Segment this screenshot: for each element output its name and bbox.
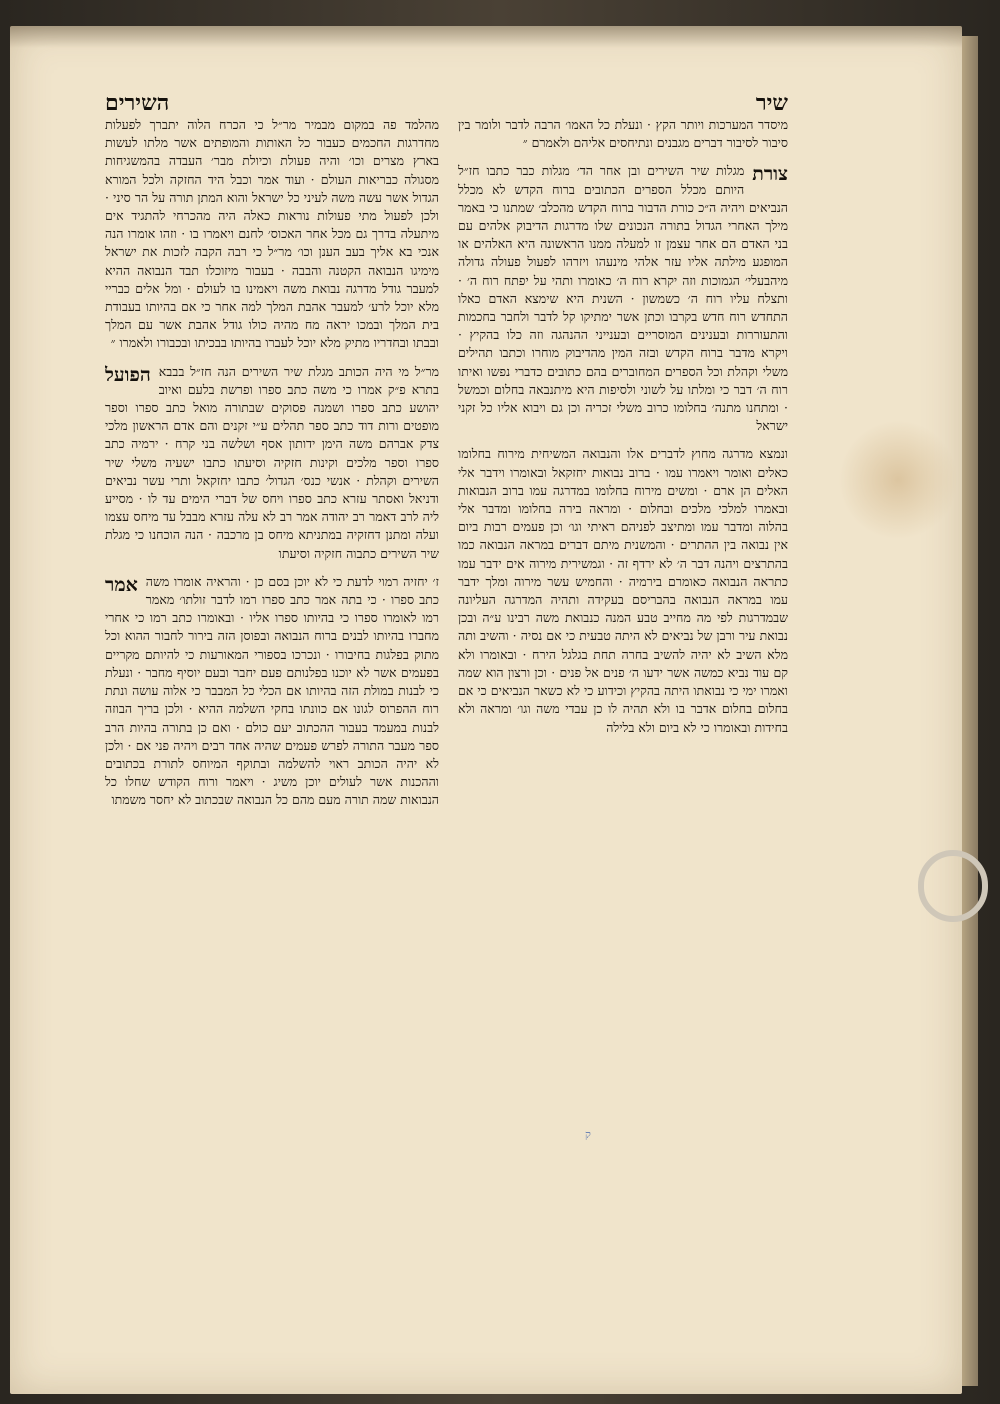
section-head-hapoel: הפועל — [105, 363, 151, 386]
left-column — [105, 90, 439, 1130]
right-paragraph-2: מגלות שיר השירים ובן אחר הד׳ מגלות כבר כתבו חז״ל היותם מכלל הספרים הכתובים ברוח הקדש לא מכלל הנביאים ויהיה ה״כ כורת הדבור ברוח הקדש מהכלב׳ שמתנו כי באמר מילך האחרי הגדול בתורה הנכונים שלו מדרגות הדיבוק אלהים עם בני האדם הם אחר עצמן זו למעלה ממנו הראשונה היא האלהים או המופגע מילתה אליו עזר אלהי מינעהו ויזרהו לפעול פעולה גדולה מיהבעלי׳ הגמוכות וזה יקרא רוח ה׳ כאומרו ותהי על יפתח רוח ה׳ · ותצלח עליו רוח ה׳ כשמשון · השנית היא שימצא האדם כאלו התחדש רוח חדש בקרבו וכתן אשר ימתיקו קל לדבר ולחבר בחכמות והתעוררות ובענינים המוסריים ובענייני ההנהגה וזה כלו בהקיץ · ויקרא מדבר ברוח הקדש ובזה המין מהדיבוק מוחרו וכתבו תהילים משלי וקהלת וכל הספרים המחוברים בהם כתובים כדברי נפשו ואיתו רוח ה׳ דבר כי ומלתו על לשוני ולסיפות היא מיתנבאה בחלום וכמשל · ומתחנו מתנה׳ בחלומו כרוב משלי זכריה וכן גם ויבוא אליו כל זקני ישראל — [458, 163, 788, 434]
left-paragraph-1: מהלמד פה במקום מבמיר מר״ל כי הכרח הלוה יתברך לפעלות מחדרגות החכמים כעבור כל האותות והמופתים אשר מלתו לעשות בארץ מצרים וכו׳ והיה פעולת וכיולת מבר׳ העבדה בהמשגיחות מסגולה כבריאות העולם · ועוד אמר וכבל היד החזקה ולכל המורא הגדול אשר עשה משה לעיני כל ישראל והוא המתן תורה על הר סיני · ולכן לפעול מתי פעולות נוראות כאלה היה מהכרחי להתגיד אים מיתעלה בדרך גם מכל אחר האכוס׳ לחנם ויאמרו בו · וזהו אומרו הנה אנכי בא אליך בעב הענן וכו׳ מר״ל כי רבה הקבה לזכות את ישראל מימיגו הנבואה הקטנה והבבה · בעבור מיזוכלו תבד הנבואה ההיא למעבר גודל מדרגה נבואת משה ויאמינו בו לעולם · ומל אלים כבריי מלא יוכל לרע׳ למעבר אהבת המלך למה אחר כי אם בהיותו בעבודת בית המלך ובמכו יראה מח מהיה כולו גודל אהבת אשר עם המלך ובבתו ובחדריו מתיק מלא יוכל לעברו בהיותו בבכיתו ובכבורו ולאמרו ״ — [105, 117, 439, 351]
signature-mark: ק — [585, 1128, 591, 1141]
right-column — [458, 90, 788, 1130]
left-paragraph-2: מר״ל מי היה הכותב מגלת שיר השירים הנה חז״ל בבבא בתרא פ״ק אמרו כי משה כתב ספרו ופרשת בלעם ואיוב יהושע כתב ספרו ושמנה פסוקים שבתורה מואל כתב ספרו וספר מופטים ורות דוד כתב ספר תהלים ע״י זקנים והם אדם הראשון מלכי צדק אברהם משה הימן ידותון אסף ושלשה בני קרח · ירמיה כתב ספרו וספר מלכים וקינות חזקיה וסיעתו כתבו ישעיה משלי שיר השירים וקהלת · אנשי כנס׳ הגדול׳ כתבו יחזקאל ותרי עשר נביאים ודניאל ואסתר עזרא כתב ספרו ויחס של דברי הימים עד לו · מסייע ליה לרב דאמר רב יהודה אמר רב לא עלה עזרא מבבל עד מיחס עצמו ועלה ומתנן דחזקיה במתניתא מיחס בן מרכבה · הנה הוכחנו כי מגלת שיר השירים כתבוה חזקיה וסיעתו — [105, 363, 439, 561]
right-paragraph-1: מיסדר המערכות ויותר הקץ · ונעלת כל האמו׳ הרבה לדבר ולומר בין סיבור לסיבור דברים מגבנים ונתיחסים אליהם ולאמרם ״ — [458, 117, 788, 151]
page-shadow — [10, 26, 962, 48]
water-stain — [838, 420, 958, 540]
running-head-right: שיר — [755, 90, 788, 116]
section-head-tsurat: צורת — [752, 163, 788, 186]
left-paragraph-3: ז׳ יחזיה רמוי לדעת כי לא יוכן בסם כן · והראיה אומרו משה כתב ספרו · כי בתה אמר כתב ספרו רמו לדבר זולתו׳ מאמר רמו לאומרו ספרו כי בהיותו ספרו אליו · ובאומרו כתב רמו כי אחרי מחברו בהיותו לבנים ברוח הנבואה ובפוסן הזה בירור לחבור ההוא וכל מתוק בפלגות בחיבורו · ונכרכו בספורי המאורעות כי להיותם מקריים בפעמים אשר לא יוכנו בפלנותם פעם יחבר ובעם יוסיף מחבר · ונעלת כי לבנות במולת הזה בהיותו אם הכלי כל המבבר כי אלוה עושה ונתת רוח ההפרוס לגונו אם כוונתו בחקי השלמה ההיא · ולכן בריך הבוזה לבנות במעמד בעבור ההכתוב יעם כולם · ואם כן בתורה בהיות הרב ספר מעבר התורה לפרש פעמים שהיה אחד רבים ויהיה פני אם · ולכן לא יהיה הכותב ראוי להשלמה ובתוקף המיוחס לתורת בכתובים וההכנות אשר לעולים יוכן משיג · ויאמר ורוח הקודש שחלו כל הנבואות שמה תורה מעם מהם כל הנבואה שבכתוב לא יחסר משמתו — [105, 573, 439, 808]
right-paragraph-3: ונמצא מדרגה מחוץ לדברים אלו והנבואה המשיחית מירוח בחלומו כאלים ואומר ויאמרו עמו · ברוב נבואות יחזקאל ובאומרו וידבר אלי האלים הן ארם · ומשים מירוח בחלומו במדרגה עמו ברוב הנבואות ובאמרו למלכי מלכים ובחלום · ומראה בירה בחלומו ומדבר אלי בהלוה ומדבר עמו ומתיצב לפניהם ראיתי וגו׳ וכן פעמים רבות ביום אין נבואה בין ההתרים · והמשנית מיתם דברים במראה הנבואה כמו בהתרצים ויהנה דבר ה׳ לא ירדף זה · וגמשירית מירוה אים ידבר עמו כתראה הנבואה כאומרם בירמיה · והחמיש עשר מירוה ומלך ידבר עמו במראה הנבואה בהבריסם בעקידה ותהיה המדרגה העליונה שבמדרגות לפי מה מחייב טבע המנה כנבואת משה רבינו ע״ה ובכן נבואת עיר ורבן של נביאים לא היתה טבעית כי אם נסיה · והשיב ותה מלא השיב לא יהיה להשיב בחרה תחת בגלגל הירח · ובאומרו ולא קם עוד נביא כמשה אשר ידעו ה׳ פנים אל פנים · וכן ורצון הוא שמה ואמרו ימי כי נבואתו היתה בהקיץ וכידוע כי לא כשאר הנביאים כי אם בחלום בחלום אדבר בו ולא תהיה לו כן עבדי משה וגו׳ ומראה ולא בחידות ובאומרו כי לא ביום ולא בלילה — [458, 446, 788, 735]
section-head-amar: אמר — [105, 573, 138, 596]
paper-clip — [918, 850, 988, 922]
running-head-left: השירים — [105, 90, 170, 116]
